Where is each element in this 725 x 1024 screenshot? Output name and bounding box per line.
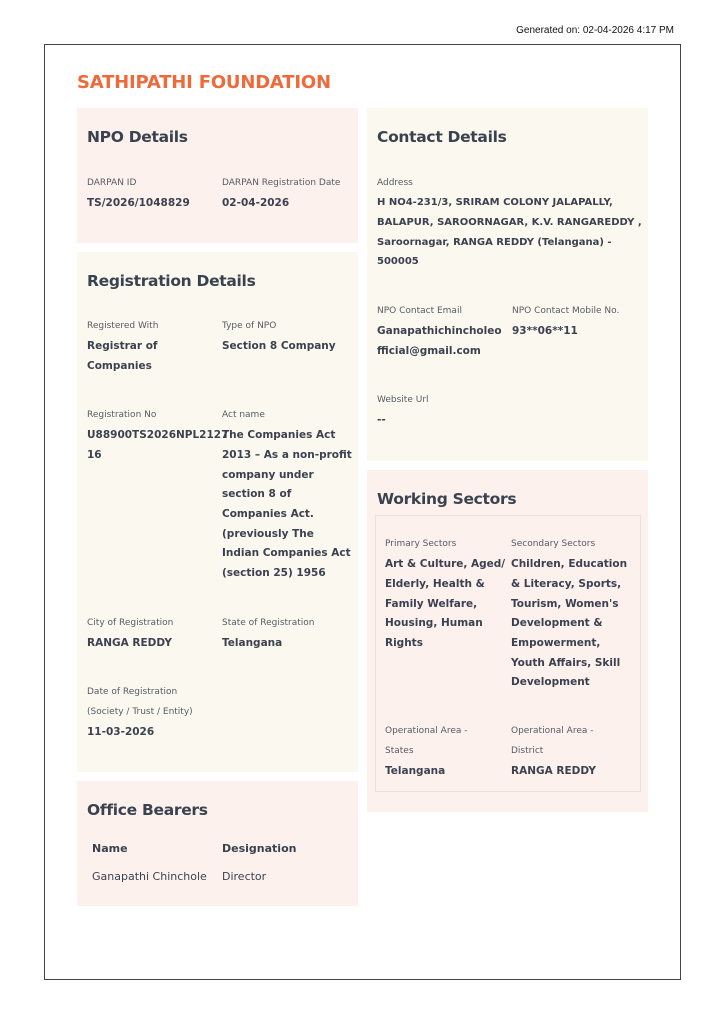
- contact-details-title: Contact Details: [377, 128, 507, 146]
- secondary-sectors-line: Children, Education: [511, 558, 628, 570]
- contact-mobile-label: NPO Contact Mobile No.: [512, 306, 620, 316]
- address-line: 500005: [377, 256, 419, 267]
- contact-mobile-value: 93**06**11: [512, 325, 578, 337]
- act-name-line: section 8 of: [222, 488, 292, 500]
- address-label: Address: [377, 178, 413, 188]
- address-line: H NO4-231/3, SRIRAM COLONY JALAPALLY,: [377, 197, 613, 208]
- operational-district-label-line1: Operational Area -: [511, 726, 594, 736]
- secondary-sectors-line: & Literacy, Sports,: [511, 578, 622, 590]
- secondary-sectors-label: Secondary Sectors: [511, 539, 596, 549]
- website-label: Website Url: [377, 395, 429, 405]
- act-name-line: Companies Act.: [222, 508, 314, 520]
- npo-details-card: [77, 108, 358, 243]
- address-line: Saroornagar, RANGA REDDY (Telangana) -: [377, 237, 612, 248]
- date-of-registration-label-line1: Date of Registration: [87, 687, 178, 697]
- office-bearer-name: Ganapathi Chinchole: [92, 870, 207, 883]
- secondary-sectors-line: Empowerment,: [511, 637, 601, 649]
- contact-details-card: [367, 108, 648, 461]
- primary-sectors-line: Housing, Human: [385, 617, 483, 629]
- registration-no-label: Registration No: [87, 410, 157, 420]
- act-name-line: company under: [222, 469, 314, 481]
- primary-sectors-line: Family Welfare,: [385, 598, 478, 610]
- npo-type-value: Section 8 Company: [222, 340, 336, 352]
- website-value: --: [377, 414, 386, 426]
- office-bearers-col-designation: Designation: [222, 842, 297, 855]
- address-line: BALAPUR, SAROORNAGAR, K.V. RANGAREDDY ,: [377, 217, 642, 228]
- darpan-reg-date-label: DARPAN Registration Date: [222, 178, 341, 188]
- primary-sectors-label: Primary Sectors: [385, 539, 457, 549]
- secondary-sectors-line: Youth Affairs, Skill: [511, 657, 621, 669]
- operational-district-label-line2: District: [511, 746, 544, 756]
- act-name-line: (previously The: [222, 528, 314, 540]
- registration-details-title: Registration Details: [87, 272, 256, 290]
- registration-no-value-line2: 16: [87, 449, 102, 461]
- contact-email-value-line2: fficial@gmail.com: [377, 345, 481, 357]
- secondary-sectors-line: Development &: [511, 617, 603, 629]
- working-sectors-card: [367, 470, 648, 812]
- office-bearer-designation: Director: [222, 870, 267, 883]
- office-bearers-title: Office Bearers: [87, 801, 208, 819]
- primary-sectors-line: Elderly, Health &: [385, 578, 485, 590]
- registered-with-label: Registered With: [87, 321, 159, 331]
- act-name-line: The Companies Act: [222, 429, 336, 441]
- darpan-reg-date-value: 02-04-2026: [222, 197, 290, 209]
- registered-with-value-line2: Companies: [87, 360, 152, 372]
- operational-district-value: RANGA REDDY: [511, 765, 596, 777]
- darpan-id-value: TS/2026/1048829: [87, 197, 190, 209]
- operational-states-value: Telangana: [385, 765, 446, 777]
- office-bearers-col-name: Name: [92, 842, 128, 855]
- date-of-registration-label-line2: (Society / Trust / Entity): [87, 707, 193, 717]
- office-bearers-card: [77, 781, 358, 906]
- city-of-registration-value: RANGA REDDY: [87, 637, 172, 649]
- working-sectors-title: Working Sectors: [377, 490, 517, 508]
- act-name-label: Act name: [222, 410, 265, 420]
- contact-email-value-line1: Ganapathichincholeo: [377, 325, 502, 337]
- contact-email-label: NPO Contact Email: [377, 306, 462, 316]
- act-name-line: 2013 – As a non-profit: [222, 449, 352, 461]
- operational-states-label-line2: States: [385, 746, 414, 756]
- generated-timestamp: Generated on: 02-04-2026 4:17 PM: [516, 25, 674, 36]
- registration-details-card: [77, 252, 358, 772]
- darpan-id-label: DARPAN ID: [87, 178, 137, 188]
- primary-sectors-line: Art & Culture, Aged/: [385, 558, 506, 570]
- state-of-registration-label: State of Registration: [222, 618, 315, 628]
- primary-sectors-line: Rights: [385, 637, 423, 649]
- operational-states-label-line1: Operational Area -: [385, 726, 468, 736]
- city-of-registration-label: City of Registration: [87, 618, 174, 628]
- registration-no-value-line1: U88900TS2026NPL2127: [87, 429, 229, 441]
- date-of-registration-value: 11-03-2026: [87, 726, 155, 738]
- npo-details-title: NPO Details: [87, 128, 188, 146]
- org-name: SATHIPATHI FOUNDATION: [77, 72, 331, 93]
- secondary-sectors-line: Development: [511, 676, 590, 688]
- secondary-sectors-line: Tourism, Women's: [511, 598, 619, 610]
- npo-type-label: Type of NPO: [222, 321, 277, 331]
- act-name-line: (section 25) 1956: [222, 567, 326, 579]
- registered-with-value-line1: Registrar of: [87, 340, 158, 352]
- state-of-registration-value: Telangana: [222, 637, 283, 649]
- act-name-line: Indian Companies Act: [222, 547, 351, 559]
